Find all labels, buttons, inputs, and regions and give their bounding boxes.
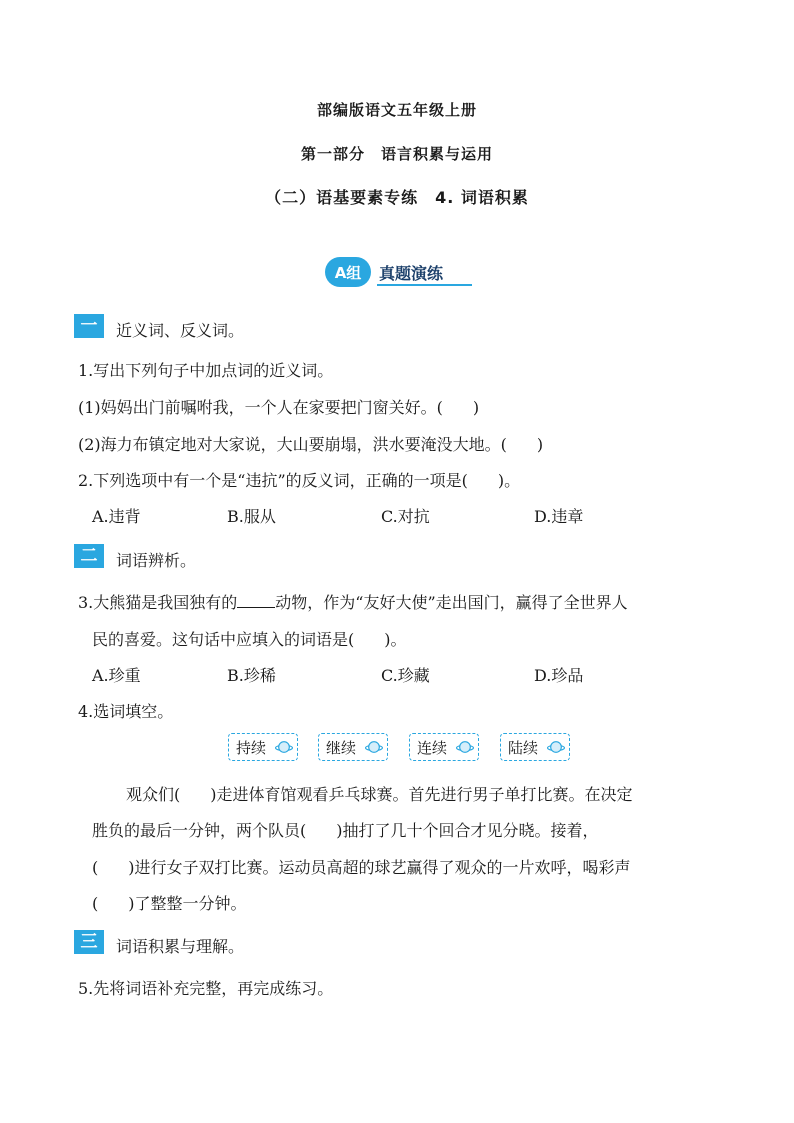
item-text: (2)海力布镇定地对大家说，大山要崩塌，洪水要淹没大地。( <box>78 435 507 454</box>
question-2-stem <box>78 468 520 491</box>
option-b[interactable]: B.服从 <box>227 507 276 526</box>
paragraph-line-3 <box>92 855 631 878</box>
stem-text-3: 民的喜爱。这句话中应填入的词语是( <box>92 630 355 649</box>
para-text: )抽打了几十个回合才见分晓。接着， <box>336 821 599 840</box>
item-text: (1)妈妈出门前嘱咐我，一个人在家要把门窗关好。( <box>78 398 443 417</box>
word-chip-label: 持续 <box>236 739 267 757</box>
group-underline <box>377 284 472 286</box>
section-1-number: 一 <box>74 314 104 338</box>
question-1-item-2 <box>78 432 543 455</box>
section-2-number: 二 <box>74 544 104 568</box>
word-chip[interactable] <box>228 733 298 761</box>
unit-title: （二）语基要素专练 4. 词语积累 <box>265 188 529 207</box>
word-chip-label: 继续 <box>326 739 357 757</box>
word-chip-label: 连续 <box>417 739 448 757</box>
question-1-stem: 1.写出下列句子中加点词的近义词。 <box>78 361 334 380</box>
planet-icon <box>365 739 383 755</box>
stem-text: 2.下列选项中有一个是“违抗”的反义词，正确的一项是( <box>78 471 468 490</box>
para-text: 观众们( <box>126 785 181 804</box>
option-a[interactable]: A.珍重 <box>92 666 141 685</box>
group-label: A组 <box>325 257 371 287</box>
paragraph-line-2 <box>92 818 599 841</box>
close-paren: ) <box>536 435 544 454</box>
question-4-stem: 4.选词填空。 <box>78 702 174 721</box>
word-chip[interactable] <box>409 733 479 761</box>
option-c[interactable]: C.珍藏 <box>381 666 430 685</box>
close-paren: ) <box>472 398 480 417</box>
planet-icon <box>547 739 565 755</box>
section-2-title: 词语辨析。 <box>116 551 197 570</box>
question-5-stem: 5.先将词语补充完整，再完成练习。 <box>78 979 334 998</box>
para-text: )进行女子双打比赛。运动员高超的球艺赢得了观众的一片欢呼，喝彩声 <box>128 858 631 877</box>
part-title: 第一部分 语言积累与运用 <box>300 145 493 163</box>
section-1-title: 近义词、反义词。 <box>116 321 245 340</box>
paragraph-line-4 <box>92 891 247 914</box>
para-text: ( <box>92 858 99 877</box>
section-3-number: 三 <box>74 930 104 954</box>
group-title: 真题演练 <box>379 264 444 283</box>
stem-text-2: 动物，作为“友好大使”走出国门，赢得了全世界人 <box>275 593 628 612</box>
option-b[interactable]: B.珍稀 <box>227 666 276 685</box>
stem-text: 3.大熊猫是我国独有的 <box>78 593 238 612</box>
stem-end: )。 <box>384 630 407 649</box>
document-title: 部编版语文五年级上册 <box>316 101 477 119</box>
para-text: )走进体育馆观看乒乓球赛。首先进行男子单打比赛。在决定 <box>210 785 633 804</box>
word-chip[interactable] <box>318 733 388 761</box>
stem-end: )。 <box>497 471 521 490</box>
planet-icon <box>456 739 474 755</box>
para-text: ( <box>92 894 99 913</box>
option-d[interactable]: D.违章 <box>534 507 584 526</box>
planet-icon <box>275 739 293 755</box>
section-3-title: 词语积累与理解。 <box>116 937 245 956</box>
question-3-stem-cont <box>92 627 407 650</box>
question-3-stem <box>78 590 628 613</box>
word-chip-label: 陆续 <box>508 739 539 757</box>
para-text: 胜负的最后一分钟，两个队员( <box>92 821 307 840</box>
group-badge <box>325 257 475 289</box>
word-chip[interactable] <box>500 733 570 761</box>
option-d[interactable]: D.珍品 <box>534 666 584 685</box>
option-c[interactable]: C.对抗 <box>381 507 430 526</box>
option-a[interactable]: A.违背 <box>92 507 141 526</box>
paragraph-line-1 <box>126 782 633 805</box>
fill-blank[interactable] <box>237 593 275 608</box>
para-text: )了整整一分钟。 <box>128 894 247 913</box>
question-1-item-1 <box>78 395 479 418</box>
